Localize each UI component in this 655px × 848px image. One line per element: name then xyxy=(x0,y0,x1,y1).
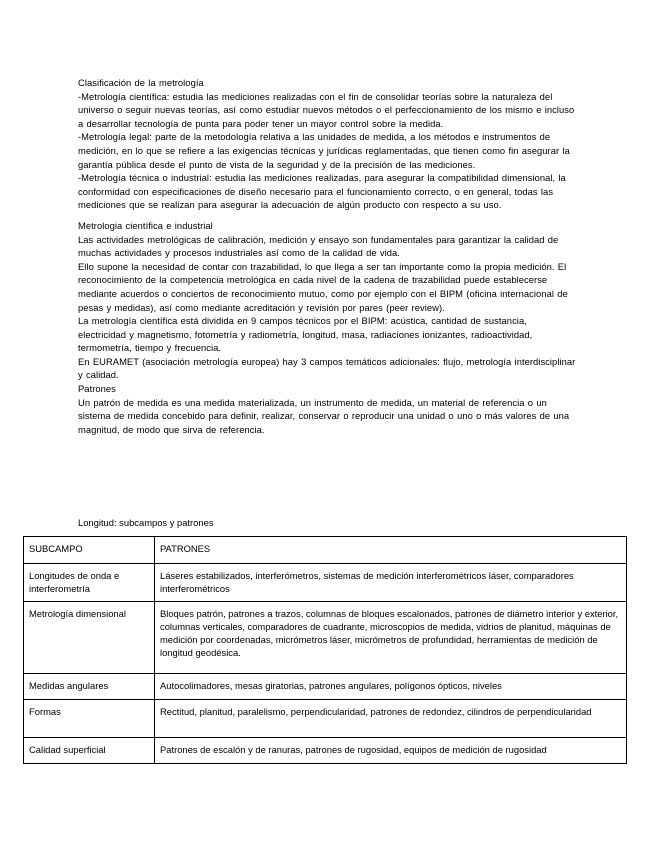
table-header-row xyxy=(24,537,627,564)
paragraph-euramet: En EURAMET (asociación metrología europea) hay 3 campos temáticos adicionales: flujo, metrología interdisciplinar y calidad. xyxy=(78,355,576,381)
cell-subcampo: Metrología dimensional xyxy=(24,602,155,674)
cell-patrones: Láseres estabilizados, interferómetros, sistemas de medición interferométricos láser, comparadores interferométricos xyxy=(155,563,627,602)
table-row xyxy=(24,674,627,700)
header-subcampo: SUBCAMPO xyxy=(24,537,155,564)
cell-subcampo: Longitudes de onda e interferometría xyxy=(24,563,155,602)
heading-metrologia-cientifica-industrial: Metrologia científica e industrial xyxy=(78,219,213,231)
cell-patrones: Rectitud, planitud, paralelismo, perpendicularidad, patrones de redondez, cilindros de perpendicularidad xyxy=(155,700,627,738)
table-row xyxy=(24,700,627,738)
cell-subcampo: Calidad superficial xyxy=(24,738,155,764)
table-row xyxy=(24,602,627,674)
cell-patrones: Bloques patrón, patrones a trazos, columnas de bloques escalonados, patrones de diámetro interior y exterior, columnas verticales, comparadores de cuadrante, microscopios de medida, vidrios de planitud, máquinas de medición por coordenadas, micrómetros láser, micrómetros de profundidad, herramientas de medición de longitud geodésica. xyxy=(155,602,627,674)
cell-patrones: Autocolimadores, mesas giratorias, patrones angulares, polígonos ópticos, niveles xyxy=(155,674,627,700)
header-patrones: PATRONES xyxy=(155,537,627,564)
table-row xyxy=(24,738,627,764)
heading-clasificacion: Clasificación de la metrología xyxy=(78,77,204,88)
paragraph-actividades: Las actividades metrológicas de calibración, medición y ensayo son fundamentales para garantizar la calidad de muchas actividades y procesos industriales así como de la calidad de vida. xyxy=(78,233,559,259)
document-body xyxy=(78,76,578,436)
paragraph-metrologia-tecnica: -Metrología técnica o industrial: estudia las mediciones realizadas, para asegurar la compatibilidad dimensional, la conformidad con especificaciones de diseño necesario para el funcionamiento correcto, o en general, todas las mediciones que se realizan para asegurar la adecuación de algún producto con respecto a su uso. xyxy=(78,172,566,211)
heading-patrones: Patrones xyxy=(78,383,116,395)
paragraph-patron-definicion: Un patrón de medida es una medida materializada, un instrumento de medida, un material de referencia o un sistema de medida concebido para definir, realizar, conservar o reproducir una unidad o uno o más valores de una magnitud, de modo que sirva de referencia. xyxy=(78,396,570,435)
patrones-table xyxy=(23,536,627,764)
paragraph-campos-bipm: La metrología científica está dividida en 9 campos técnicos por el BIPM: acústica, cantidad de sustancia, electricidad y magnetismo, fotometría y radiometría, longitud, masa, radiaciones ionizantes, radioactividad, termometría, tiempo y frecuencia. xyxy=(78,315,533,354)
table-caption: Longitud: subcampos y patrones xyxy=(78,517,214,528)
paragraph-gap xyxy=(78,212,578,219)
cell-patrones: Patrones de escalón y de ranuras, patrones de rugosidad, equipos de medición de rugosidad xyxy=(155,738,627,764)
table-row xyxy=(24,563,627,602)
paragraph-metrologia-cientifica: -Metrología científica: estudia las mediciones realizadas con el fin de consolidar teorías sobre la naturaleza del universo o seguir nuevas teorías, así como estudiar nuevos métodos o el perfeccionamiento de los mismo e incluso a desarrollar tecnología de punta para poder tener un mayor control sobre la medida. xyxy=(78,90,575,129)
paragraph-trazabilidad: Ello supone la necesidad de contar con trazabilidad, lo que llega a ser tan importante como la propia medición. El reconocimiento de la competencia metrológica en cada nivel de la cadena de trazabilidad puede establecerse mediante acuerdos o conciertos de reconocimiento mutuo, como por ejemplo con el BIPM (oficina internacional de pesas y medidas), así como mediante acreditación y revisión por pares (peer review). xyxy=(78,260,568,313)
paragraph-metrologia-legal: -Metrología legal: parte de la metodología relativa a las unidades de medida, a los métodos e instrumentos de medición, en lo que se refiere a las exigencias técnicas y jurídicas reglamentadas, que tienen como fin asegurar la garantía pública desde el punto de vista de la seguridad y de la precisión de las mediciones. xyxy=(78,131,570,170)
cell-subcampo: Formas xyxy=(24,700,155,738)
cell-subcampo: Medidas angulares xyxy=(24,674,155,700)
